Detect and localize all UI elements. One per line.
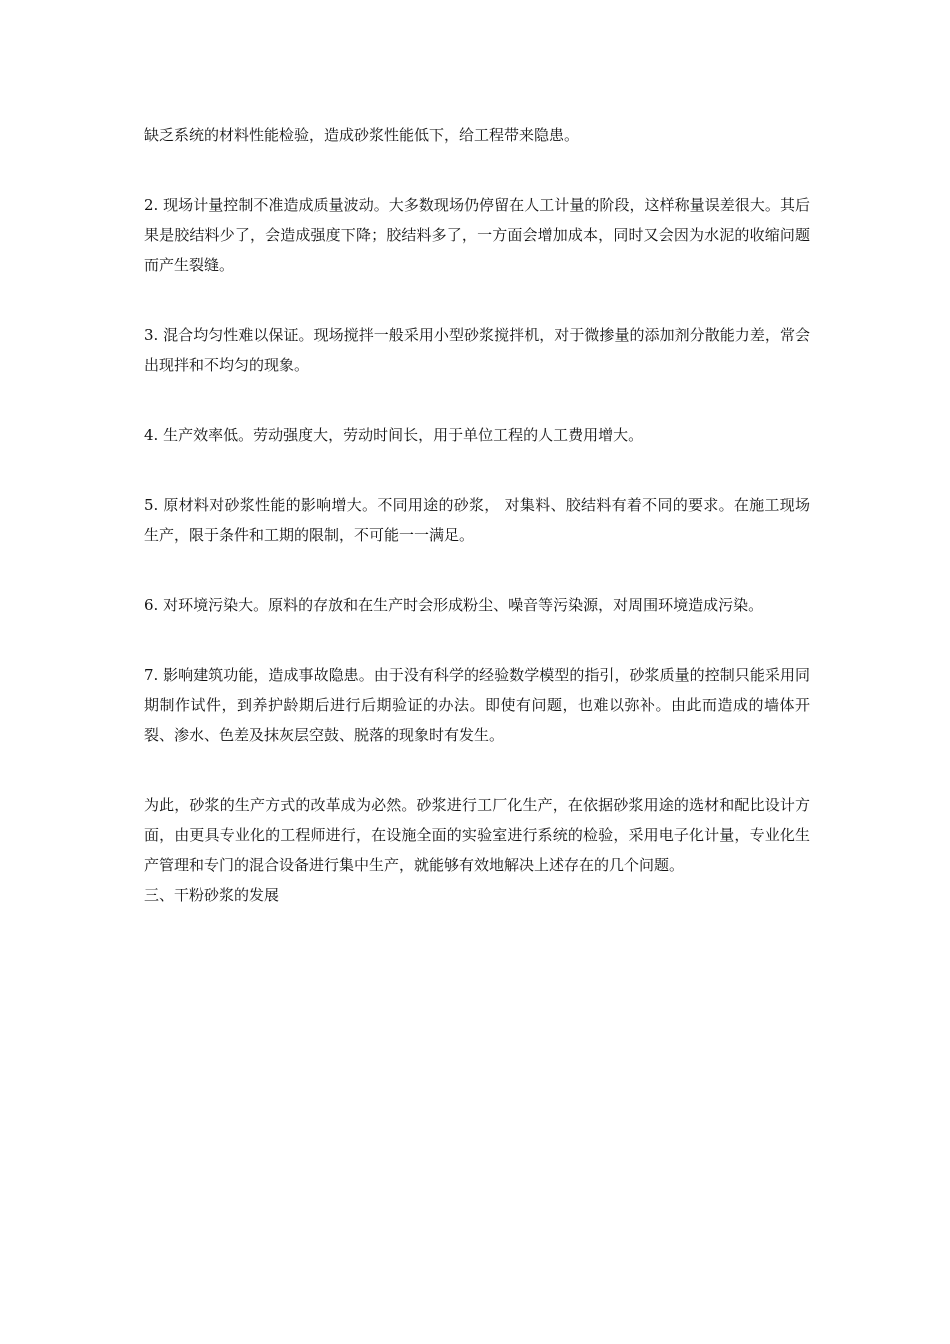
section-heading: 三、干粉砂浆的发展 xyxy=(144,886,280,904)
paragraph-item-5: 5. 原材料对砂浆性能的影响增大。不同用途的砂浆， 对集料、胶结料有着不同的要求。在施工现场生产，限于条件和工期的限制，不可能一一满足。 xyxy=(144,496,810,544)
paragraph-item-4: 4. 生产效率低。劳动强度大，劳动时间长，用于单位工程的人工费用增大。 xyxy=(144,426,644,444)
paragraph-conclusion: 为此，砂浆的生产方式的改革成为必然。砂浆进行工厂化生产，在依据砂浆用途的选材和配比设计方面，由更具专业化的工程师进行，在设施全面的实验室进行系统的检验，采用电子化计量，专业化生产管理和专门的混合设备进行集中生产，就能够有效地解决上述存在的几个问题。 xyxy=(144,796,810,874)
paragraph-item-3: 3. 混合均匀性难以保证。现场搅拌一般采用小型砂浆搅拌机，对于微掺量的添加剂分散能力差，常会出现拌和不均匀的现象。 xyxy=(144,326,810,374)
paragraph-item-2: 2. 现场计量控制不准造成质量波动。大多数现场仍停留在人工计量的阶段，这样称量误差很大。其后果是胶结料少了，会造成强度下降；胶结料多了，一方面会增加成本，同时又会因为水泥的收缩问题而产生裂缝。 xyxy=(144,196,810,274)
paragraph-item-7: 7. 影响建筑功能，造成事故隐患。由于没有科学的经验数学模型的指引，砂浆质量的控制只能采用同期制作试件，到养护龄期后进行后期验证的办法。即使有问题，也难以弥补。由此而造成的墙体开裂、渗水、色差及抹灰层空鼓、脱落的现象时有发生。 xyxy=(144,666,810,744)
paragraph-item-6: 6. 对环境污染大。原料的存放和在生产时会形成粉尘、噪音等污染源，对周围环境造成污染。 xyxy=(144,596,764,614)
paragraph-intro-continuation: 缺乏系统的材料性能检验，造成砂浆性能低下，给工程带来隐患。 xyxy=(144,126,580,144)
document-page xyxy=(144,120,810,910)
